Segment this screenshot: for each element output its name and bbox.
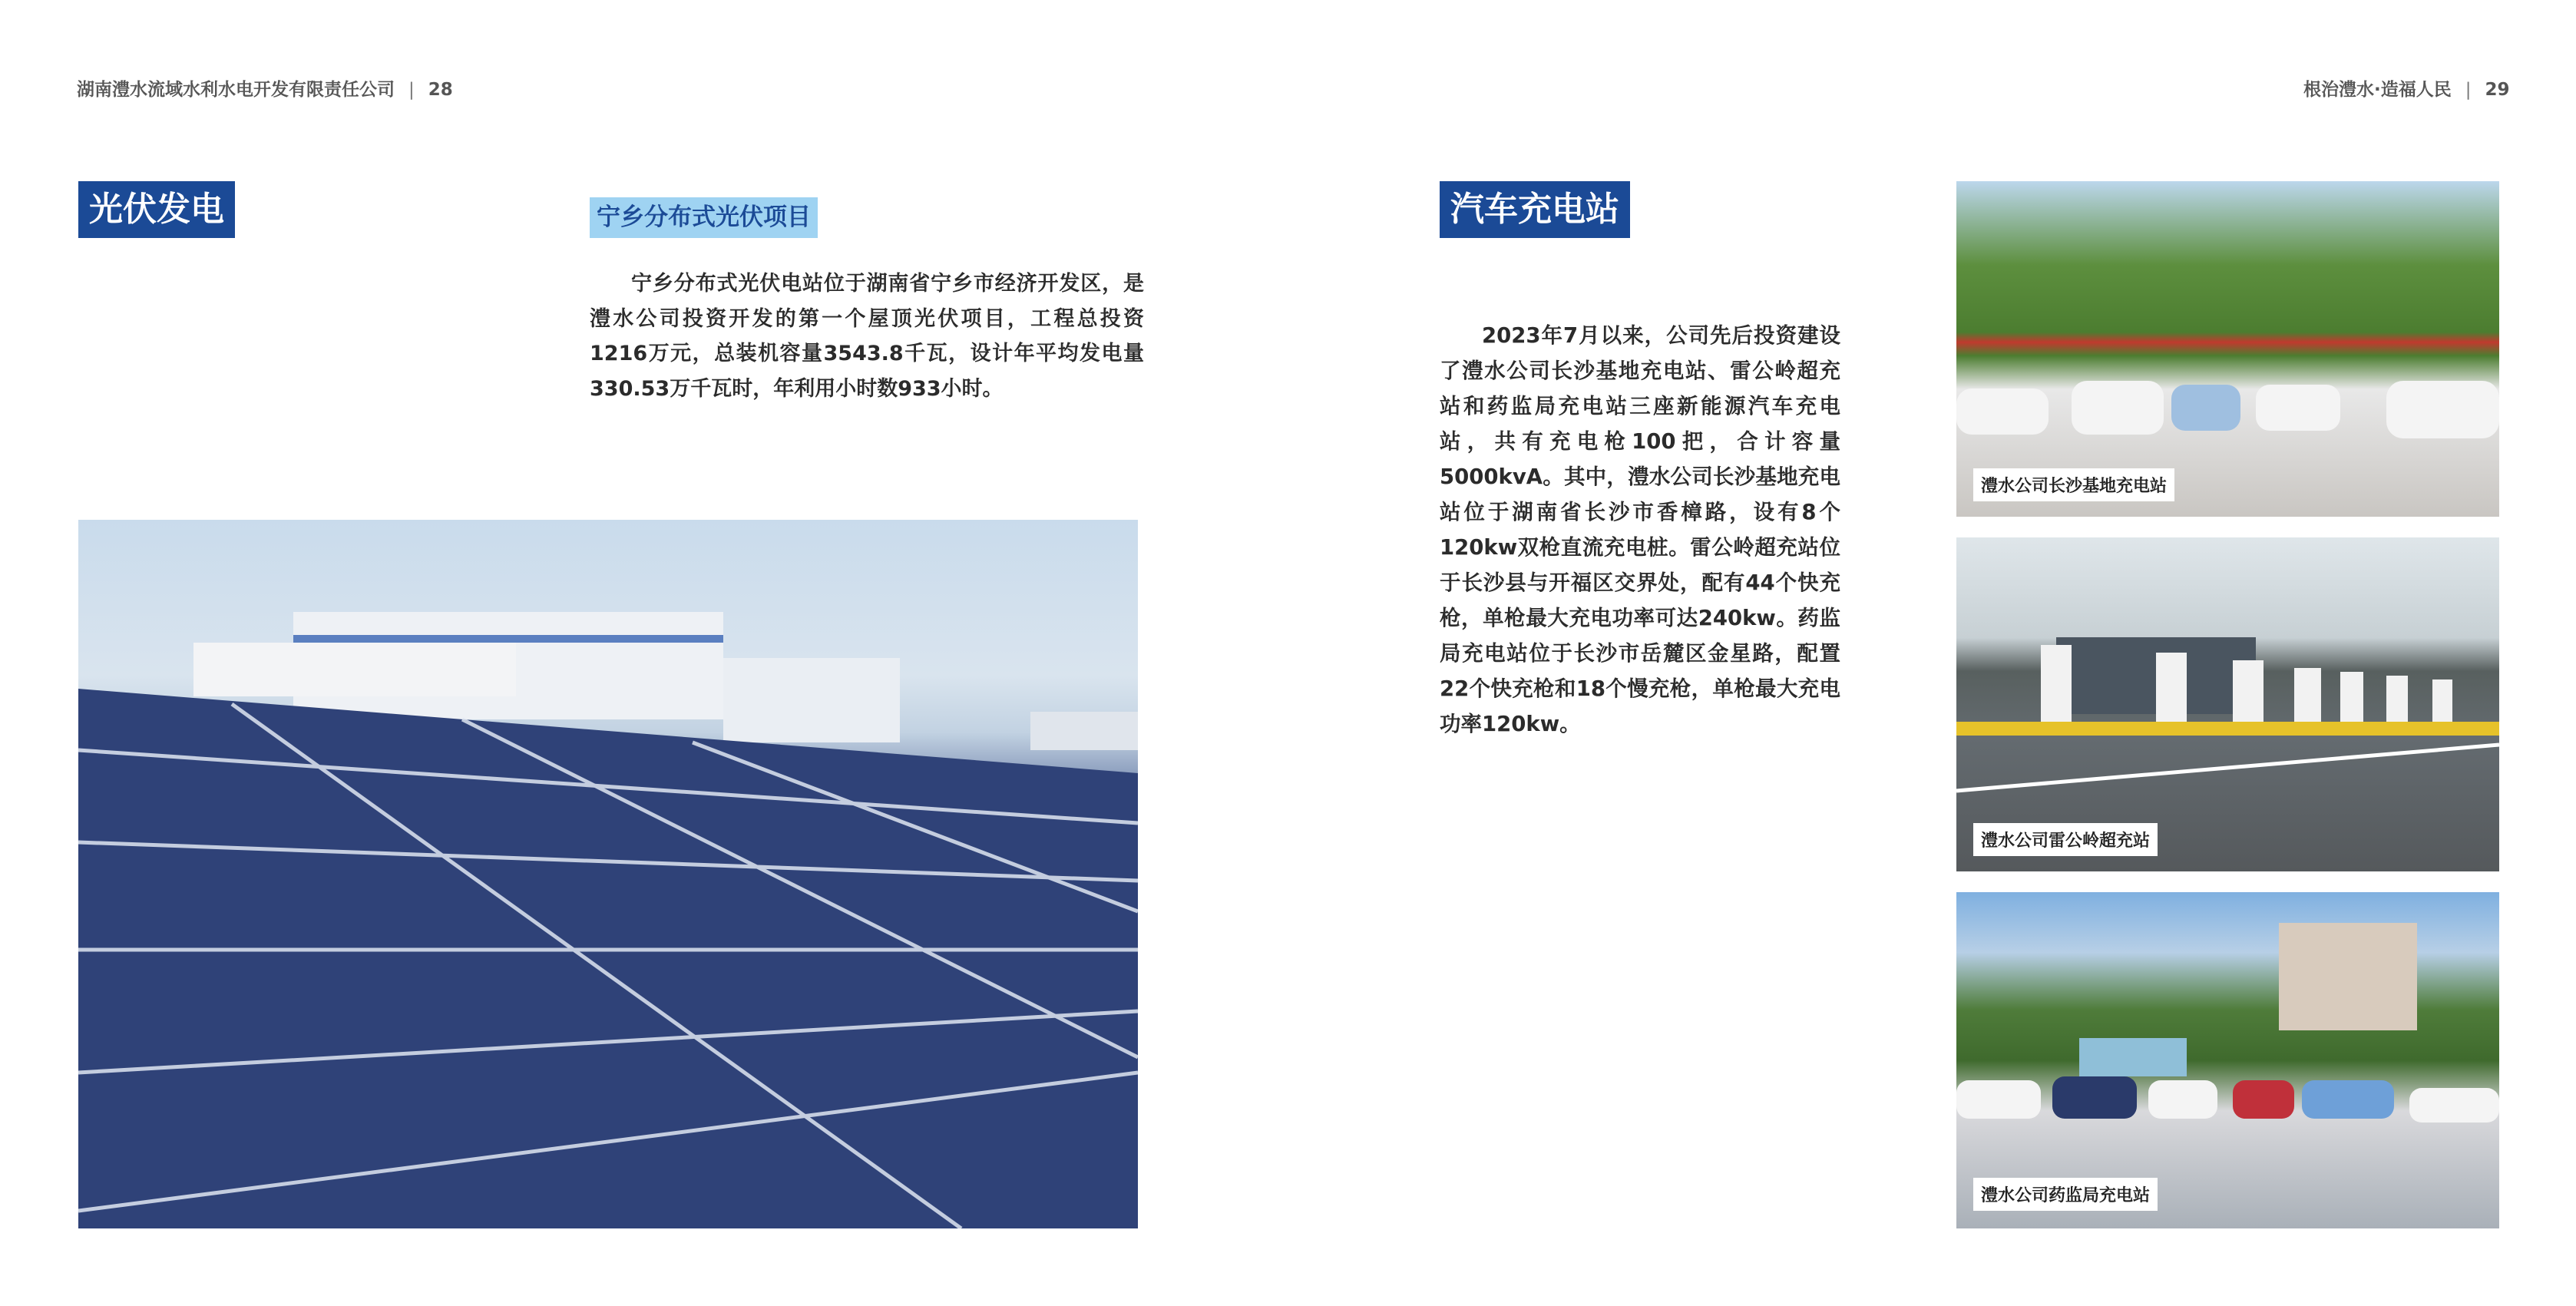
photo-leigongling-station bbox=[1956, 537, 2499, 871]
running-head-right bbox=[2303, 75, 2510, 101]
section-title-charging: 汽车充电站 bbox=[1440, 181, 1630, 238]
photo-drug-admin-station bbox=[1956, 892, 2499, 1228]
photo-caption: 澧水公司药监局充电站 bbox=[1973, 1178, 2158, 1211]
subsection-title: 宁乡分布式光伏项目 bbox=[590, 197, 818, 238]
photo-caption: 澧水公司长沙基地充电站 bbox=[1973, 468, 2174, 501]
divider: | bbox=[2465, 80, 2472, 100]
photo-caption: 澧水公司雷公岭超充站 bbox=[1973, 823, 2158, 856]
chargers-illustration bbox=[1956, 537, 2499, 871]
page-number: 29 bbox=[2485, 80, 2510, 100]
section-title-pv: 光伏发电 bbox=[78, 181, 235, 238]
charging-paragraph: 2023年7月以来，公司先后投资建设了澧水公司长沙基地充电站、雷公岭超充站和药监局充电站三座新能源汽车充电站，共有充电枪100把，合计容量5000kvA。其中，澧水公司长沙基地充电站位于湖南省长沙市香樟路，设有8个120kw双枪直流充电桩。雷公岭超充站位于长沙县与开福区交界处，配有44个快充枪，单枪最大充电功率可达240kw。药监局充电站位于长沙市岳麓区金星路，配置22个快充枪和18个慢充枪，单枪最大充电功率120kw。 bbox=[1440, 323, 1840, 736]
divider: | bbox=[408, 80, 415, 100]
solar-panel-photo bbox=[78, 520, 1138, 1228]
pv-paragraph: 宁乡分布式光伏电站位于湖南省宁乡市经济开发区，是澧水公司投资开发的第一个屋顶光伏项目，工程总投资1216万元，总装机容量3543.8千瓦，设计年平均发电量330.53万千瓦时，年利用小时数933小时。 bbox=[590, 272, 1144, 401]
solar-panel-illustration bbox=[78, 520, 1138, 1228]
cars-illustration bbox=[1956, 181, 2499, 517]
slogan: 根治澧水·造福人民 bbox=[2303, 80, 2452, 100]
page-number: 28 bbox=[428, 80, 453, 100]
photo-changsha-base-station bbox=[1956, 181, 2499, 517]
running-head-left bbox=[77, 75, 453, 101]
company-name: 湖南澧水流域水利水电开发有限责任公司 bbox=[77, 80, 395, 100]
